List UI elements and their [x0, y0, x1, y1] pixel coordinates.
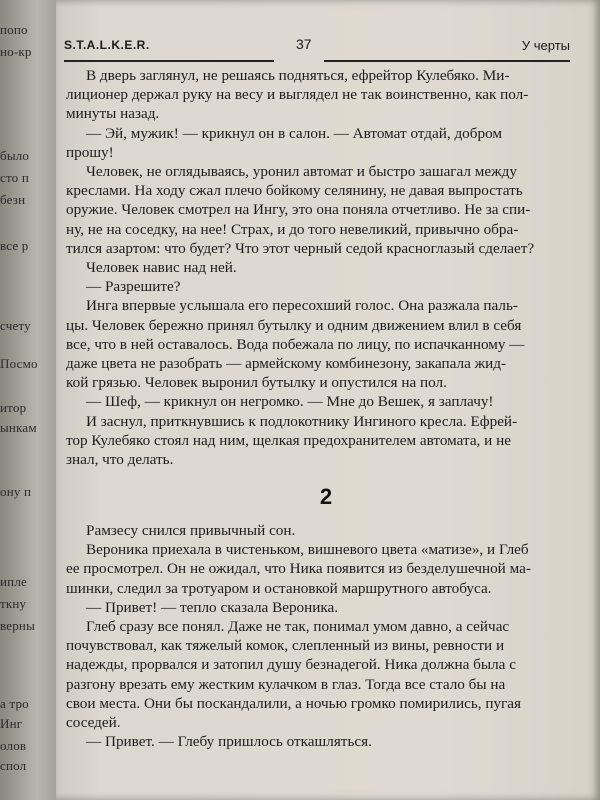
text-line: прошу! — [66, 143, 114, 161]
text-line: Вероника приехала в чистеньком, вишневого цвета «матизе», и Глеб — [86, 541, 529, 559]
text-line: Рамзесу снился привычный сон. — [86, 522, 296, 539]
text-line: лиционер держал руку на весу и выглядел не так воинственно, как пол- — [66, 86, 529, 104]
adjacent-page-fragment: ткну — [0, 596, 27, 611]
text-line: знал, что делать. — [66, 451, 174, 469]
text-line: все, что в ней оставалось. Вода побежала по лицу, по испачканному — — [66, 335, 525, 353]
adjacent-page-fragment: сто п — [0, 170, 29, 185]
body-text-section-1 — [66, 66, 566, 469]
adjacent-page-fragment: безн — [0, 192, 26, 207]
text-line: надежды, прорвался и затопил душу безнадегой. Ника должна была с — [66, 656, 516, 674]
text-line: — Эй, мужик! — крикнул он в салон. — Автомат отдай, добром — [86, 124, 503, 142]
text-line: Человек навис над ней. — [86, 259, 237, 277]
adjacent-page-fragment: итор — [0, 400, 27, 415]
text-line: ну, не на соседку, на нее! Страх, и до того невеликий, привычно обра- — [66, 220, 519, 238]
adjacent-page-fragment: счету — [0, 318, 31, 333]
body-text-section-2 — [66, 521, 566, 751]
text-line: шинки, следил за тротуаром и остановкой маршрутного автобуса. — [66, 579, 492, 597]
text-line: И заснул, приткнувшись к подлокотнику Ингиного кресла. Ефрей- — [86, 412, 518, 430]
adjacent-page-fragment: спол — [0, 758, 27, 773]
adjacent-page-fragment: ынкам — [0, 420, 37, 435]
header-brand: S.T.A.L.K.E.R. — [64, 38, 150, 52]
text-line: оружие. Человек смотрел на Ингу, это она поняла отчетливо. Не за спи- — [66, 201, 531, 219]
text-line: кой грязью. Человек выронил бутылку и опустился на пол. — [66, 374, 447, 392]
text-line: — Разрешите? — [86, 278, 181, 296]
adjacent-page-fragment: все р — [0, 238, 29, 253]
text-line: Инга впервые услышала его пересохший голос. Она разжала паль- — [86, 297, 518, 315]
text-line: — Привет! — тепло сказала Вероника. — [86, 598, 339, 616]
adjacent-page-fragment: Инг — [0, 716, 23, 731]
adjacent-page-fragment: олов — [0, 738, 27, 753]
text-line: разгону врезать ему жестким кулачком в глаз. Тогда все стало бы на — [66, 675, 506, 693]
text-line: соседей. — [66, 714, 121, 732]
header-chapter-title: У черты — [521, 38, 570, 53]
text-line: ее просмотрел. Он не ожидал, что Ника появится из безделушечной ма- — [66, 560, 531, 578]
adjacent-page-fragment: но-кр — [0, 44, 32, 59]
adjacent-page-edge — [0, 0, 62, 800]
adjacent-page-fragment: а тро — [0, 696, 29, 711]
running-header — [56, 38, 600, 64]
book-page — [56, 0, 600, 800]
header-rule-right — [324, 60, 570, 62]
text-line: тился азартом: что будет? Что этот черный седой красноглазый сделает? — [66, 239, 535, 257]
header-rule-left — [64, 60, 274, 62]
text-line: креслами. На ходу сжал плечо бойкому селянину, не давая выпростать — [66, 182, 523, 200]
text-line: минуты назад. — [66, 105, 160, 123]
text-line: Глеб сразу все понял. Даже не так, понимал умом давно, а сейчас — [86, 618, 510, 636]
adjacent-page-fragment: попо — [0, 22, 28, 37]
text-line: — Привет. — Глебу пришлось откашляться. — [86, 733, 372, 751]
adjacent-page-fragment: верны — [0, 618, 36, 633]
text-line: тор Кулебяко стоял над ним, щелкая предохранителем автомата, и не — [66, 431, 511, 449]
text-line: цы. Человек бережно принял бутылку и одним движением влил в себя — [66, 316, 522, 334]
adjacent-page-fragment: ону п — [0, 484, 32, 499]
adjacent-page-fragment: Посмо — [0, 356, 38, 371]
page-number: 37 — [296, 36, 312, 52]
adjacent-page-fragment: ипле — [0, 574, 27, 589]
adjacent-page-fragment: было — [0, 148, 30, 163]
chapter-number: 2 — [319, 484, 333, 509]
text-line: Человек, не оглядываясь, уронил автомат и быстро зашагал между — [86, 163, 517, 181]
text-line: даже цвета не разобрать — армейскому комбинезону, закапала жид- — [66, 355, 507, 373]
text-line: В дверь заглянул, не решаясь подняться, ефрейтор Кулебяко. Ми- — [86, 67, 510, 84]
text-line: почувствовал, как тяжелый комок, слепленный из вины, ревности и — [66, 637, 505, 655]
text-line: — Шеф, — крикнул он негромко. — Мне до Вешек, я заплачу! — [86, 393, 494, 411]
text-line: свои места. Они бы поскандалили, а ночью громко помирились, пугая — [66, 694, 522, 712]
